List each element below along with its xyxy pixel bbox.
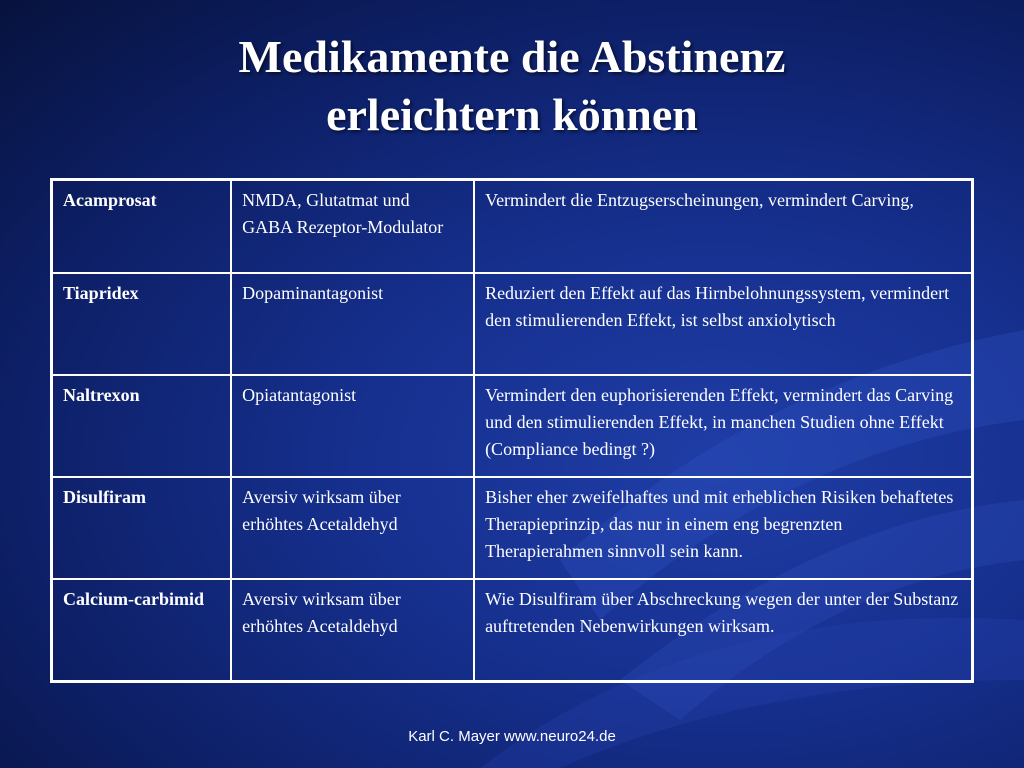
drug-name-cell: Naltrexon: [52, 375, 232, 477]
mechanism-cell: Dopaminantagonist: [231, 273, 474, 375]
effect-cell: Vermindert den euphorisierenden Effekt, vermindert das Carving und den stimulierenden Effekt, in manchen Studien ohne Effekt (Compliance bedingt ?): [474, 375, 972, 477]
table-row: [52, 579, 973, 682]
drug-name-cell: Tiapridex: [52, 273, 232, 375]
effect-cell: Reduziert den Effekt auf das Hirnbelohnungssystem, vermindert den stimulierenden Effekt, ist selbst anxiolytisch: [474, 273, 972, 375]
title-line-1: Medikamente die Abstinenz: [238, 31, 786, 82]
drug-name-cell: Acamprosat: [52, 180, 232, 274]
mechanism-cell: Aversiv wirksam über erhöhtes Acetaldehyd: [231, 477, 474, 579]
table-row: [52, 273, 973, 375]
mechanism-cell: Aversiv wirksam über erhöhtes Acetaldehyd: [231, 579, 474, 682]
effect-cell: Wie Disulfiram über Abschreckung wegen der unter der Substanz auftretenden Nebenwirkungen wirksam.: [474, 579, 972, 682]
table-row: [52, 180, 973, 274]
drug-name-cell: Calcium-carbimid: [52, 579, 232, 682]
footer-credit: Karl C. Mayer www.neuro24.de: [408, 728, 616, 745]
title-line-2: erleichtern können: [326, 89, 698, 140]
medication-table: [50, 178, 974, 683]
table-row: [52, 375, 973, 477]
drug-name-cell: Disulfiram: [52, 477, 232, 579]
effect-cell: Bisher eher zweifelhaftes und mit erheblichen Risiken behaftetes Therapieprinzip, das nur in einem eng begrenzten Therapierahmen sinnvoll sein kann.: [474, 477, 972, 579]
table-row: [52, 477, 973, 579]
mechanism-cell: Opiatantagonist: [231, 375, 474, 477]
mechanism-cell: NMDA, Glutatmat und GABA Rezeptor-Modulator: [231, 180, 474, 274]
slide-title: [0, 28, 1024, 144]
effect-cell: Vermindert die Entzugserscheinungen, vermindert Carving,: [474, 180, 972, 274]
